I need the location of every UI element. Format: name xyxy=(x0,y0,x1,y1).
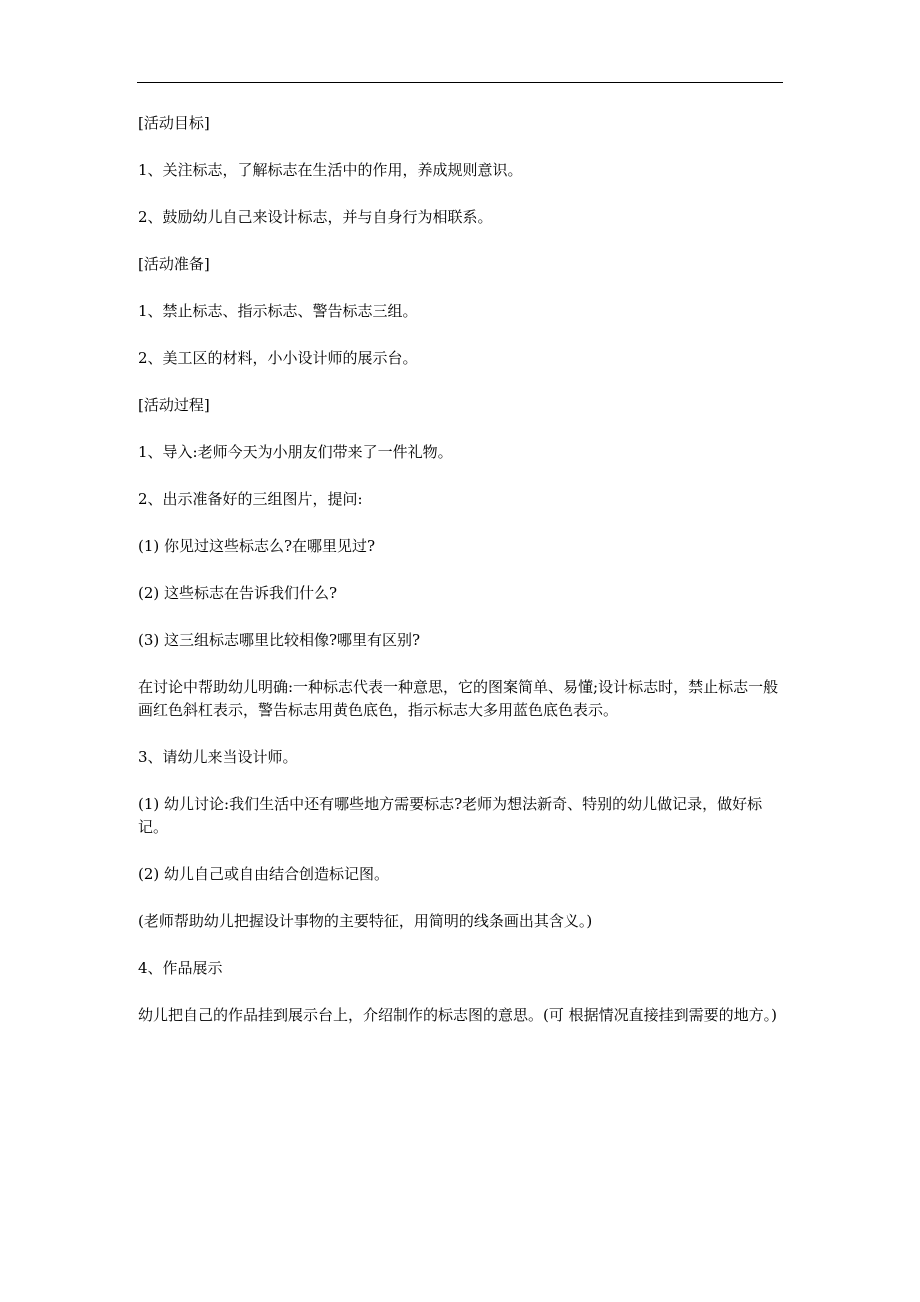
step-3-item-2: (2) 幼儿自己或自由结合创造标记图。 xyxy=(138,865,390,883)
process-step-2: 2、出示准备好的三组图片，提问: xyxy=(138,490,363,508)
process-step-3: 3、请幼儿来当设计师。 xyxy=(138,748,298,766)
section-heading-process: [活动过程] xyxy=(138,396,210,414)
section-heading-goals: [活动目标] xyxy=(138,114,210,132)
preparation-item-2: 2、美工区的材料，小小设计师的展示台。 xyxy=(138,349,418,367)
document-body xyxy=(138,112,784,1051)
section-heading-preparation: [活动准备] xyxy=(138,255,210,273)
question-1: (1) 你见过这些标志么?在哪里见过? xyxy=(138,537,376,555)
process-step-1: 1、导入:老师今天为小朋友们带来了一件礼物。 xyxy=(138,443,453,461)
step-3-item-1: (1) 幼儿讨论:我们生活中还有哪些地方需要标志?老师为想法新奇、特别的幼儿做记录，做好标记。 xyxy=(138,795,763,836)
process-step-4: 4、作品展示 xyxy=(138,959,223,977)
goal-item-2: 2、鼓励幼儿自己来设计标志，并与自身行为相联系。 xyxy=(138,208,493,226)
teacher-note: (老师帮助幼儿把握设计事物的主要特征，用简明的线条画出其含义。) xyxy=(138,912,593,930)
header-rule xyxy=(137,82,783,83)
preparation-item-1: 1、禁止标志、指示标志、警告标志三组。 xyxy=(138,302,418,320)
question-2: (2) 这些标志在告诉我们什么? xyxy=(138,584,338,602)
display-description: 幼儿把自己的作品挂到展示台上，介绍制作的标志图的意思。(可 根据情况直接挂到需要的地方。) xyxy=(138,1006,777,1024)
goal-item-1: 1、关注标志，了解标志在生活中的作用，养成规则意识。 xyxy=(138,161,523,179)
question-3: (3) 这三组标志哪里比较相像?哪里有区别? xyxy=(138,631,421,649)
discussion-summary: 在讨论中帮助幼儿明确:一种标志代表一种意思，它的图案简单、易懂;设计标志时，禁止标志一般画红色斜杠表示，警告标志用黄色底色，指示标志大多用蓝色底色表示。 xyxy=(138,678,779,719)
